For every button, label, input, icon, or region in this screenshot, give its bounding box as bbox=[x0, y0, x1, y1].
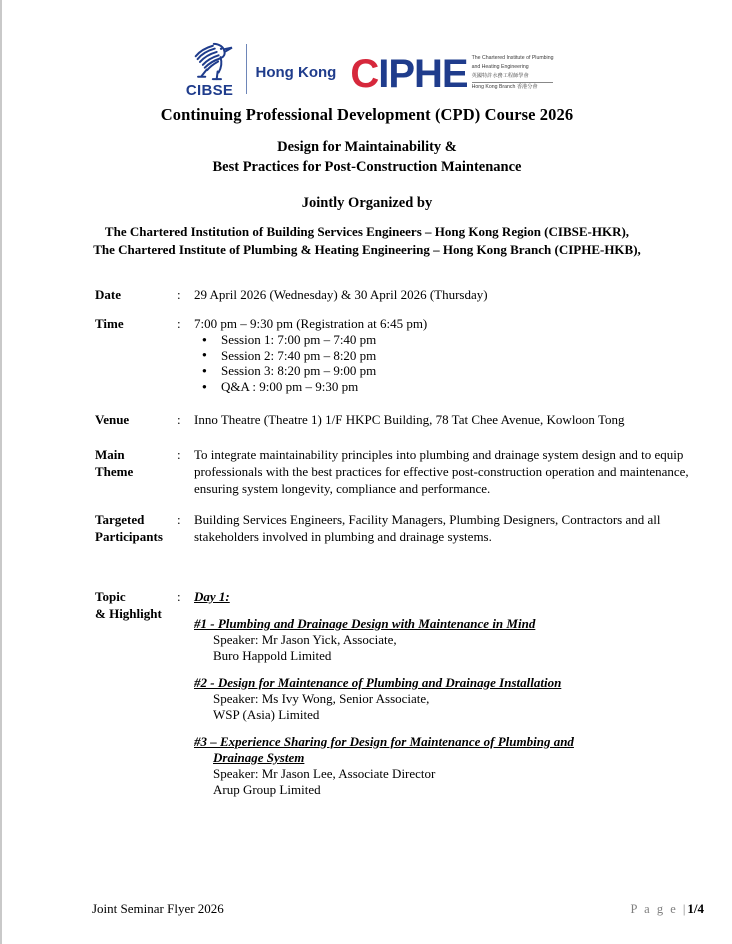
detail-row-date bbox=[95, 286, 704, 303]
topic-item bbox=[194, 675, 704, 723]
date-value: 29 April 2026 (Wednesday) & 30 April 2026 (Thursday) bbox=[194, 287, 488, 302]
participants-value: Building Services Engineers, Facility Managers, Plumbing Designers, Contractors and all stakeholders involved in plumbing and drainage systems. bbox=[194, 512, 661, 544]
page-footer bbox=[92, 901, 704, 917]
detail-row-time bbox=[95, 315, 704, 395]
participants-label-line2: Participants bbox=[95, 529, 163, 544]
time-range: 7:00 pm – 9:30 pm (Registration at 6:45 pm) bbox=[194, 316, 428, 331]
topic-item-heading bbox=[194, 734, 704, 766]
main-theme-label-line1: Main bbox=[95, 447, 125, 462]
time-label: Time bbox=[95, 316, 124, 331]
topic-day-label: Day 1: bbox=[194, 589, 230, 604]
time-colon: : bbox=[177, 316, 181, 331]
venue-label: Venue bbox=[95, 412, 130, 427]
venue-value: Inno Theatre (Theatre 1) 1/F HKPC Building, 78 Tat Chee Avenue, Kowloon Tong bbox=[194, 412, 625, 427]
main-theme-value: To integrate maintainability principles into plumbing and drainage system design and to equip professionals with the best practices for effective post-construction operation and maintenance, ensuring system longevity, compliance and performance. bbox=[194, 447, 689, 496]
ciphe-wordmark-c: C bbox=[350, 52, 379, 97]
topic-item bbox=[194, 734, 704, 798]
footer-document-name: Joint Seminar Flyer 2026 bbox=[92, 901, 224, 916]
topic-label bbox=[95, 588, 177, 622]
footer-page-indicator bbox=[631, 901, 704, 917]
topic-colon: : bbox=[177, 589, 181, 604]
topic-item-heading-line2: Drainage System bbox=[213, 750, 305, 765]
topic-item-company: Buro Happold Limited bbox=[213, 648, 332, 663]
topic-item-speaker: Speaker: Mr Jason Yick, Associate, bbox=[213, 632, 397, 647]
cibse-region-label: Hong Kong bbox=[255, 64, 337, 81]
page-title-theme bbox=[2, 137, 732, 177]
logo-divider bbox=[246, 44, 247, 94]
date-label: Date bbox=[95, 287, 121, 302]
topic-value bbox=[194, 588, 704, 798]
list-item: ● Session 3: 8:20 pm – 9:00 pm bbox=[194, 363, 704, 379]
main-theme-label bbox=[95, 446, 177, 480]
logo-band bbox=[2, 38, 732, 100]
page-title-theme-line1: Design for Maintainability & bbox=[277, 139, 457, 155]
topic-label-line1: Topic bbox=[95, 589, 126, 604]
topic-item-company: Arup Group Limited bbox=[213, 782, 321, 797]
topic-item-heading-line1: #3 – Experience Sharing for Design for Maintenance of Plumbing and bbox=[194, 734, 574, 749]
ciphe-wordmark bbox=[350, 52, 468, 97]
list-item: ● Q&A : 9:00 pm – 9:30 pm bbox=[194, 379, 704, 395]
main-theme-colon: : bbox=[177, 447, 181, 462]
detail-row-participants bbox=[95, 511, 704, 545]
ciphe-tagline-line4: Hong Kong Branch 香港分會 bbox=[471, 84, 538, 91]
topic-item-heading: #2 - Design for Maintenance of Plumbing and Drainage Installation bbox=[194, 675, 562, 690]
organizers-list bbox=[2, 223, 732, 259]
cibse-bird-icon bbox=[181, 40, 239, 98]
venue-colon: : bbox=[177, 412, 181, 427]
ciphe-tagline bbox=[472, 54, 554, 93]
cibse-logo bbox=[181, 40, 337, 98]
detail-row-venue bbox=[95, 411, 704, 428]
session-list bbox=[194, 332, 704, 395]
cibse-wordmark: CIBSE bbox=[185, 82, 234, 99]
date-colon: : bbox=[177, 287, 181, 302]
ciphe-logo bbox=[350, 45, 554, 97]
detail-row-main-theme bbox=[95, 446, 704, 497]
list-item: ● Session 2: 7:40 pm – 8:20 pm bbox=[194, 348, 704, 364]
main-theme-label-line2: Theme bbox=[95, 464, 134, 479]
topic-item-speaker: Speaker: Ms Ivy Wong, Senior Associate, bbox=[213, 691, 430, 706]
page-title-course: Continuing Professional Development (CPD) Course 2026 bbox=[160, 105, 574, 124]
ciphe-tagline-line2: and Heating Engineering bbox=[471, 63, 529, 70]
footer-page-number: 1/4 bbox=[687, 901, 704, 916]
page-title-theme-line2: Best Practices for Post-Construction Maintenance bbox=[212, 159, 522, 175]
topic-label-line2: & Highlight bbox=[95, 606, 162, 621]
organizer-cibse-hkr: The Chartered Institution of Building Services Engineers – Hong Kong Region (CIBSE-HKR), bbox=[104, 224, 630, 239]
ciphe-tagline-line1: The Chartered Institute of Plumbing bbox=[471, 54, 554, 61]
jointly-organized-heading: Jointly Organized by bbox=[301, 195, 433, 211]
ciphe-tagline-line3: 英國特許水務工程師學會 bbox=[471, 72, 529, 79]
participants-label-line1: Targeted bbox=[95, 512, 145, 527]
footer-page-label: P a g e | bbox=[630, 902, 688, 916]
participants-label bbox=[95, 511, 177, 545]
topic-item bbox=[194, 616, 704, 664]
list-item: ● Session 1: 7:00 pm – 7:40 pm bbox=[194, 332, 704, 348]
time-value bbox=[194, 315, 704, 395]
topic-item-heading: #1 - Plumbing and Drainage Design with Maintenance in Mind bbox=[194, 616, 536, 631]
topic-item-speaker: Speaker: Mr Jason Lee, Associate Director bbox=[213, 766, 436, 781]
ciphe-wordmark-iphe: IPHE bbox=[378, 52, 468, 97]
participants-colon: : bbox=[177, 512, 181, 527]
organizer-ciphe-hkb: The Chartered Institute of Plumbing & Heating Engineering – Hong Kong Branch (CIPHE-HKB), bbox=[93, 242, 641, 257]
topic-item-company: WSP (Asia) Limited bbox=[213, 707, 320, 722]
detail-row-topic bbox=[95, 588, 704, 798]
